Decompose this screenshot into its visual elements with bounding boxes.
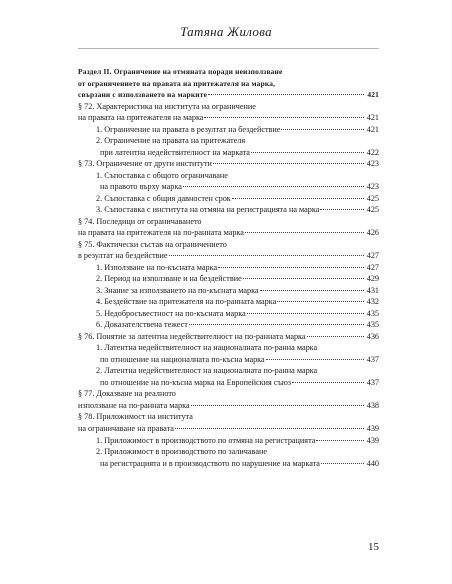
toc-leader-dots [204, 117, 364, 118]
toc-entry-title: в резултат на бездействие [78, 251, 168, 261]
toc-leader-dots [213, 163, 364, 164]
toc-entry-title: 1. Използване на по-късната марка [96, 262, 218, 272]
toc-entry-title: при латентна недействителност на марката [100, 147, 250, 157]
toc-entry-title: свързани с използването на марките [78, 90, 208, 100]
toc-entry [78, 181, 379, 193]
running-header-author: Татяна Жилова [180, 24, 272, 39]
toc-entry-page: 423 [366, 159, 379, 169]
toc-entry-title: 1. Съпоставка с общото ограничаване [96, 170, 228, 180]
toc-leader-dots [266, 359, 364, 360]
toc-leader-dots [277, 301, 364, 302]
toc-entry [78, 423, 379, 435]
toc-entry [78, 227, 379, 239]
toc-entry [78, 204, 379, 216]
toc-entry [78, 400, 379, 412]
toc-leader-dots [183, 186, 364, 187]
toc-entry-title: на ограничаване на правата [78, 423, 174, 433]
toc-entry-title: използване на по-ранната марка [78, 400, 190, 410]
toc-entry-title: на правата на притежателя на марка [78, 113, 204, 123]
toc-entry-title: 1. Ограничение на правата в резултат на бездействие [96, 124, 281, 134]
toc-leader-dots [169, 255, 364, 256]
toc-entry-title: 3. Знание за използването на по-късната марка [96, 285, 259, 295]
toc-entry-page: 422 [366, 147, 379, 157]
toc-leader-dots [316, 440, 364, 441]
toc-leader-dots [245, 232, 364, 233]
toc-leader-dots [175, 428, 364, 429]
toc-entry-page: 436 [366, 331, 379, 341]
toc-leader-dots [281, 129, 364, 130]
toc-leader-dots [260, 290, 364, 291]
toc-leader-dots [189, 324, 364, 325]
toc-entry-page: 431 [366, 285, 379, 295]
toc-entry-page: 437 [366, 377, 379, 387]
toc-entry-page: 439 [366, 435, 379, 445]
toc-entry-title: 2. Период на използване и на бездействие [96, 274, 242, 284]
toc-entry [78, 273, 379, 285]
toc-entry-title: 1. Латентна недействителност на националната по-ранна марка [96, 343, 318, 353]
toc-entry-page: 421 [366, 113, 379, 123]
toc-leader-dots [191, 405, 364, 406]
toc-entry-page: 426 [366, 228, 379, 238]
toc-entry-page: 425 [366, 193, 379, 203]
toc-entry-page: 427 [366, 262, 379, 272]
toc-entry [78, 193, 379, 205]
toc-entry [78, 354, 379, 366]
toc-entry [78, 446, 379, 458]
toc-entry-page: 432 [366, 297, 379, 307]
toc-entry [78, 377, 379, 389]
toc-entry-title: на правата на притежателя на по-ранната марка [78, 228, 244, 238]
toc-entry-page: 439 [366, 423, 379, 433]
toc-entry-title: 2. Приложимост в производството по заличаване [96, 447, 267, 457]
toc-entry [78, 112, 379, 124]
toc-entry-page: 425 [366, 205, 379, 215]
page-number: 15 [368, 541, 379, 553]
toc-entry [78, 216, 379, 228]
table-of-contents [78, 66, 379, 469]
toc-entry [78, 250, 379, 262]
toc-entry-page: 438 [366, 400, 379, 410]
toc-leader-dots [251, 152, 364, 153]
toc-entry-page: 435 [366, 308, 379, 318]
toc-entry-page: 423 [366, 182, 379, 192]
toc-entry-title: § 74. Последици от ограничаването [78, 216, 202, 226]
toc-entry [78, 285, 379, 297]
toc-entry [78, 239, 379, 251]
toc-entry [78, 319, 379, 331]
toc-entry-page: 421 [367, 90, 379, 100]
toc-entry-page: 440 [366, 458, 379, 468]
toc-entry [78, 78, 379, 90]
toc-entry-title: от ограничението на правата на притежателя на марка, [78, 78, 276, 88]
toc-entry [78, 124, 379, 136]
toc-leader-dots [247, 313, 364, 314]
toc-entry-title: по отношение на по-късна марка на Европейския съюз [100, 377, 292, 387]
toc-entry-title: Раздел II. Ограничение на отмяната поради неизползване [78, 67, 283, 76]
toc-entry-title: 4. Бездействие на притежателя на по-ранната марка [96, 297, 277, 307]
toc-entry-title: § 78. Приложимост на института [78, 412, 193, 422]
toc-entry [78, 388, 379, 400]
toc-entry-page: 427 [366, 251, 379, 261]
toc-leader-dots [232, 198, 364, 199]
toc-entry [78, 331, 379, 343]
toc-leader-dots [320, 209, 364, 210]
toc-entry [78, 262, 379, 274]
toc-entry-title: 2. Латентна недействителност на националната по-ранна марка [96, 366, 318, 376]
toc-entry-title: § 77. Доказване на реалното [78, 389, 176, 399]
toc-entry [78, 147, 379, 159]
header-rule [78, 48, 379, 49]
toc-entry [78, 342, 379, 354]
toc-entry-page: 421 [366, 124, 379, 134]
toc-entry-title: 3. Съпоставка с института на отмяна на регистрацията на марка [96, 205, 320, 215]
toc-entry-title: 2. Съпоставка с общия давностен срок [96, 193, 231, 203]
toc-entry [78, 308, 379, 320]
toc-entry-title: 2. Ограничение на правата на притежателя [96, 136, 246, 146]
toc-entry-title: § 73. Ограничение от други институти [78, 159, 212, 169]
toc-entry-title: § 75. Фактически състав на ограничението [78, 239, 227, 249]
toc-leader-dots [321, 463, 364, 464]
toc-entry [78, 101, 379, 113]
toc-entry [78, 296, 379, 308]
toc-leader-dots [307, 336, 364, 337]
toc-entry-page: 429 [366, 274, 379, 284]
toc-entry-page: 435 [366, 320, 379, 330]
toc-leader-dots [208, 94, 364, 95]
toc-leader-dots [292, 382, 364, 383]
toc-entry [78, 66, 379, 78]
toc-entry-title: на правото върху марка [100, 182, 182, 192]
toc-entry-title: § 76. Понятие за латентна недействителност на по-ранната марка [78, 331, 306, 341]
toc-entry-title: на регистрацията и в производството по нарушение на марката [100, 458, 320, 468]
toc-leader-dots [218, 267, 364, 268]
toc-entry-title: § 72. Характеристика на института на ограничение [78, 101, 256, 111]
toc-leader-dots [243, 278, 364, 279]
toc-entry [78, 435, 379, 447]
toc-entry [78, 89, 379, 101]
toc-entry-title: по отношение на националната по-късна марка [100, 354, 265, 364]
toc-entry-title: 1. Приложимост в производството по отмяна на регистрацията [96, 435, 316, 445]
toc-entry [78, 411, 379, 423]
toc-entry [78, 135, 379, 147]
toc-entry [78, 170, 379, 182]
toc-entry [78, 158, 379, 170]
toc-entry-page: 437 [366, 354, 379, 364]
toc-entry-title: 6. Доказателствена тежест [96, 320, 188, 330]
toc-entry-title: 5. Недобросъвестност на по-късната марка [96, 308, 246, 318]
toc-entry [78, 365, 379, 377]
toc-entry [78, 458, 379, 470]
